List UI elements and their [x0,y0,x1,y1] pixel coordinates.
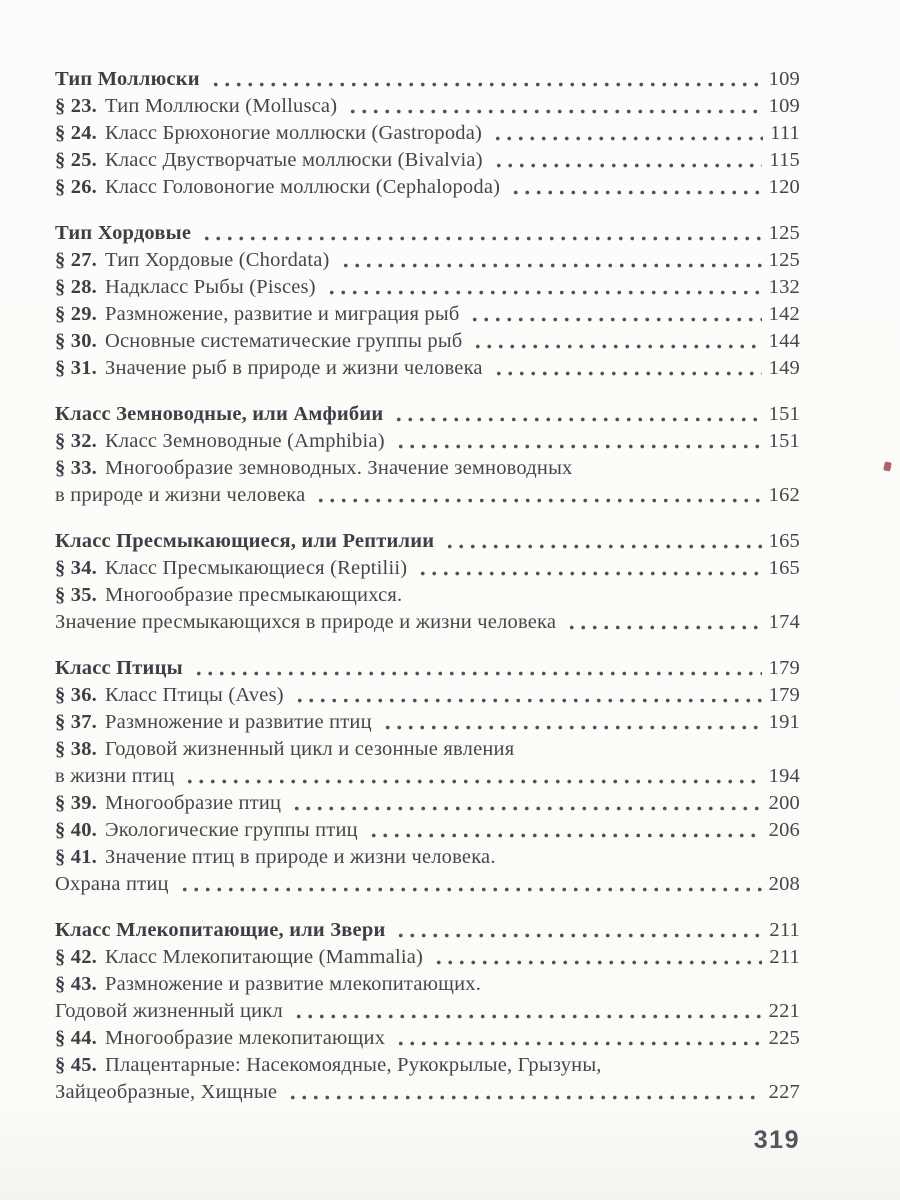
toc-entry-page: 151 [768,430,800,452]
toc-entry-page: 125 [768,222,800,244]
toc-entry-text: Значение птиц в природе и жизни человека. [105,846,496,868]
toc-entry-page: 132 [768,276,800,298]
paragraph-number-label: § 26. [55,176,97,198]
paragraph-number-label: § 38. [55,738,97,760]
toc-entry [55,736,800,763]
toc-entry-text: в природе и жизни человека [55,484,306,506]
dot-leader [472,344,761,349]
dot-leader [340,263,762,268]
toc-entry [55,944,800,971]
paragraph-number-label: § 31. [55,357,97,379]
paragraph-number-label: § 27. [55,249,97,271]
toc-entry-text: Класс Птицы (Aves) [105,684,284,706]
toc-entry-text: Класс Млекопитающие, или Звери [55,919,386,941]
paragraph-number-label: § 33. [55,457,97,479]
paragraph-number-label: § 37. [55,711,97,733]
dot-leader [179,887,762,892]
dot-leader [444,544,761,549]
toc-entry-text: Многообразие птиц [105,792,282,814]
dot-leader [417,571,761,576]
paragraph-number-label: § 36. [55,684,97,706]
toc-entry-page: 115 [769,149,800,171]
paragraph-number-label: § 40. [55,819,97,841]
toc-section [55,917,800,1106]
dot-leader [395,444,762,449]
toc-entry [55,555,800,582]
toc-entry-page: 151 [768,403,800,425]
toc-entry-text: Зайцеобразные, Хищные [55,1081,278,1103]
toc-entry-page: 142 [768,303,800,325]
dot-leader [326,290,762,295]
toc-entry-page: 179 [768,684,800,706]
toc-entry-continuation [55,1079,800,1106]
dot-leader [433,960,762,965]
toc-section-heading [55,401,800,428]
toc-entry-page: 174 [768,611,800,633]
dot-leader [566,625,761,630]
toc-entry [55,682,800,709]
toc-entry-page: 206 [768,819,800,841]
paragraph-number-label: § 41. [55,846,97,868]
toc-entry-text: Размножение и развитие млекопитающих. [105,973,482,995]
paragraph-number-label: § 28. [55,276,97,298]
toc-entry [55,355,800,382]
paragraph-number-label: § 32. [55,430,97,452]
dot-leader [347,109,761,114]
toc-entry [55,147,800,174]
paragraph-number-label: § 44. [55,1027,97,1049]
dot-leader [368,833,762,838]
toc-entry [55,709,800,736]
table-of-contents [55,66,800,1125]
toc-entry-continuation [55,871,800,898]
toc-entry-page: 111 [770,122,800,144]
toc-entry [55,790,800,817]
dot-leader [201,236,761,241]
toc-entry [55,582,800,609]
dot-leader [291,806,761,811]
toc-section-heading [55,917,800,944]
toc-section-heading [55,528,800,555]
toc-entry-text: Значение рыб в природе и жизни человека [105,357,483,379]
paragraph-number-label: § 24. [55,122,97,144]
dot-leader [493,371,762,376]
toc-entry-text: Многообразие земноводных. Значение земноводных [105,457,573,479]
paragraph-number-label: § 45. [55,1054,97,1076]
toc-entry-text: Плацентарные: Насекомоядные, Рукокрылые, Грызуны, [105,1054,602,1076]
toc-section [55,655,800,898]
toc-entry-text: Охрана птиц [55,873,169,895]
toc-entry-continuation [55,998,800,1025]
toc-entry-page: 125 [768,249,800,271]
toc-entry-text: Класс Земноводные (Amphibia) [105,430,385,452]
paragraph-number-label: § 43. [55,973,97,995]
dot-leader [395,1041,761,1046]
toc-entry-continuation [55,609,800,636]
toc-entry [55,328,800,355]
toc-entry [55,844,800,871]
toc-entry-page: 179 [768,657,800,679]
toc-entry-text: Тип Моллюски [55,68,200,90]
toc-entry-text: Многообразие пресмыкающихся. [105,584,403,606]
toc-section [55,220,800,382]
paragraph-number-label: § 25. [55,149,97,171]
toc-entry-text: Тип Хордовые [55,222,192,244]
toc-entry-text: Класс Земноводные, или Амфибии [55,403,384,425]
toc-section [55,528,800,636]
toc-entry-text: Класс Млекопитающие (Mammalia) [105,946,424,968]
toc-section-heading [55,655,800,682]
paragraph-number-label: § 29. [55,303,97,325]
toc-entry-text: Класс Двустворчатые моллюски (Bivalvia) [105,149,483,171]
toc-entry-page: 221 [768,1000,800,1022]
toc-entry-page: 191 [768,711,800,733]
toc-entry-page: 149 [768,357,800,379]
toc-entry [55,971,800,998]
toc-entry-page: 200 [768,792,800,814]
toc-entry-page: 109 [768,68,800,90]
toc-entry-page: 165 [768,530,800,552]
toc-entry [55,93,800,120]
toc-entry-text: Класс Пресмыкающиеся, или Рептилии [55,530,435,552]
toc-section-heading [55,66,800,93]
toc-entry-page: 144 [768,330,800,352]
toc-entry-text: Годовой жизненный цикл [55,1000,283,1022]
toc-entry-text: Класс Брюхоногие моллюски (Gastropoda) [105,122,483,144]
toc-entry-continuation [55,763,800,790]
toc-entry-text: Тип Хордовые (Chordata) [105,249,330,271]
toc-entry-text: Класс Головоногие моллюски (Cephalopoda) [105,176,501,198]
dot-leader [315,498,761,503]
dot-leader [469,317,761,322]
dot-leader [395,933,762,938]
toc-entry-text: Класс Пресмыкающиеся (Reptilii) [105,557,408,579]
toc-entry-page: 227 [768,1081,800,1103]
toc-entry [55,301,800,328]
toc-entry [55,1052,800,1079]
toc-entry [55,455,800,482]
toc-entry-page: 165 [768,557,800,579]
dot-leader [382,725,762,730]
dot-leader [493,163,763,168]
toc-entry-text: Многообразие млекопитающих [105,1027,386,1049]
dot-leader [492,136,763,141]
paragraph-number-label: § 34. [55,557,97,579]
toc-entry-text: в жизни птиц [55,765,175,787]
toc-entry-page: 162 [768,484,800,506]
toc-entry-page: 211 [769,946,800,968]
toc-entry-text: Годовой жизненный цикл и сезонные явления [105,738,515,760]
paragraph-number-label: § 30. [55,330,97,352]
toc-section-heading [55,220,800,247]
toc-entry [55,1025,800,1052]
dot-leader [510,190,761,195]
toc-entry-text: Значение пресмыкающихся в природе и жизни человека [55,611,557,633]
dot-leader [210,82,762,87]
toc-entry-text: Экологические группы птиц [105,819,358,841]
toc-entry-page: 120 [768,176,800,198]
dot-leader [293,1014,762,1019]
dot-leader [193,671,762,676]
toc-entry-text: Основные систематические группы рыб [105,330,463,352]
toc-entry-page: 225 [768,1027,800,1049]
paragraph-number-label: § 35. [55,584,97,606]
toc-entry-text: Размножение, развитие и миграция рыб [105,303,460,325]
page-number-folio: 319 [753,1126,800,1154]
toc-entry [55,247,800,274]
toc-entry [55,174,800,201]
toc-entry-text: Размножение и развитие птиц [105,711,372,733]
toc-entry-text: Надкласс Рыбы (Pisces) [105,276,316,298]
dot-leader [184,779,761,784]
dot-leader [393,417,761,422]
toc-entry-page: 211 [769,919,800,941]
toc-entry-text: Тип Моллюски (Mollusca) [105,95,338,117]
dot-leader [287,1095,761,1100]
toc-section [55,401,800,509]
paragraph-number-label: § 42. [55,946,97,968]
toc-entry-text: Класс Птицы [55,657,183,679]
toc-entry [55,274,800,301]
toc-entry-continuation [55,482,800,509]
dot-leader [294,698,762,703]
toc-entry [55,120,800,147]
toc-section [55,66,800,201]
toc-entry [55,817,800,844]
toc-entry-page: 194 [768,765,800,787]
toc-entry [55,428,800,455]
paragraph-number-label: § 23. [55,95,97,117]
toc-entry-page: 208 [768,873,800,895]
paragraph-number-label: § 39. [55,792,97,814]
toc-entry-page: 109 [768,95,800,117]
